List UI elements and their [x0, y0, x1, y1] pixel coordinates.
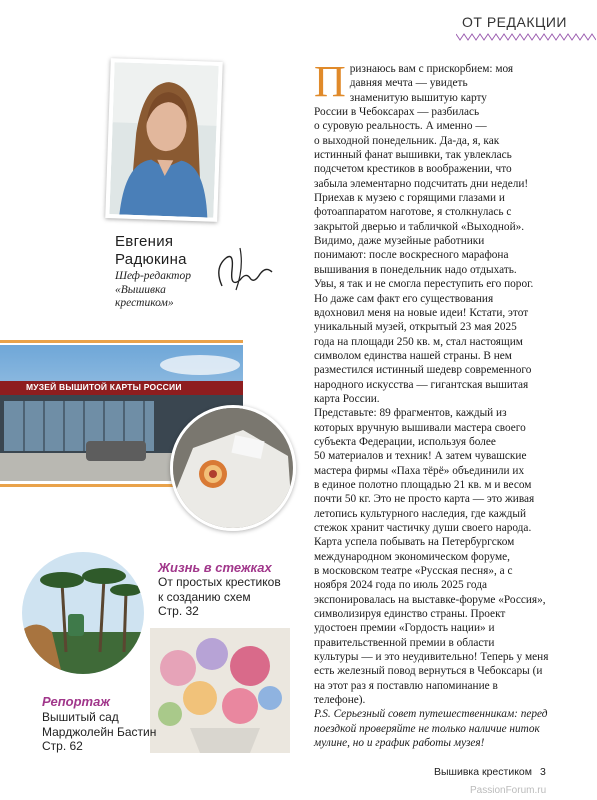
- page-number: 3: [539, 766, 546, 778]
- teaser-line: От простых крестиков: [158, 575, 281, 589]
- drop-cap: П: [314, 57, 346, 106]
- photo-band-top: [0, 340, 243, 343]
- photo-band-bottom: [0, 484, 175, 487]
- ps-line: мулине, но и график работы музея!: [314, 737, 485, 750]
- article-line: забыла элементарно подсчитать дни недели!: [314, 177, 529, 190]
- article-line: летопись культурного наследия, где каждый: [314, 507, 527, 520]
- article-line: вышивания в понедельник надо отдыхать.: [314, 263, 517, 276]
- article-line: Но даже сам факт его существования: [314, 292, 494, 305]
- editor-role: [115, 270, 191, 311]
- article-line: символом единства нашей страны. В нем: [314, 349, 512, 362]
- role-line-3: крестиком»: [115, 297, 174, 309]
- museum-sign: МУЗЕЙ ВЫШИТОЙ КАРТЫ РОССИИ: [26, 382, 182, 392]
- article-line: истинный фанат вышивки, так увлеклась: [314, 149, 512, 162]
- article-line: которых вручную вышивали мастера своего: [314, 421, 526, 434]
- teaser-title-report[interactable]: Репортаж: [42, 694, 110, 709]
- teaser-text-stitches: [158, 575, 281, 619]
- article-line: стежок хранит частичку души своего народа.: [314, 522, 532, 534]
- article-line: карта России.: [314, 392, 380, 405]
- article-line: Приехав к музею с горящими глазами и: [314, 192, 505, 205]
- article-line: давняя мечта — увидеть: [349, 77, 468, 90]
- article-line: есть железный повод вернуться в Чебоксары (и: [314, 665, 543, 678]
- article-body: [314, 57, 554, 707]
- article-line: вдохновил меня на новые идеи! Кстати, этот: [314, 306, 529, 319]
- teaser-page: Стр. 62: [42, 739, 83, 753]
- editor-first-name: Евгения: [115, 233, 174, 250]
- article-line: ноября 2024 года по июль 2025 года: [314, 579, 487, 592]
- article-line: года на площади 250 кв. м, стал настоящим: [314, 335, 523, 348]
- editor-name: [115, 233, 187, 269]
- role-line-2: «Вышивка: [115, 283, 166, 296]
- teaser-title-stitches[interactable]: Жизнь в стежках: [158, 560, 272, 575]
- section-title: ОТ РЕДАКЦИИ: [462, 14, 567, 30]
- role-line-1: Шеф-редактор: [115, 270, 191, 282]
- article-line: Увы, я так и не смогла переступить его порог.: [314, 278, 534, 291]
- page-footer: [434, 766, 546, 778]
- article-line: на этот раз я поставлю напоминание в: [314, 679, 498, 692]
- article-line: символизируя единство страны. Проект: [314, 608, 506, 621]
- article-line: международном экономическом форуме,: [314, 550, 510, 563]
- article-line: знаменитую вышитую карту: [349, 91, 487, 104]
- article-line: фотоаппаратом наготове, я столкнулась с: [314, 206, 512, 219]
- watermark: PassionForum.ru: [470, 785, 547, 796]
- teaser-line: Марджолейн Бастин: [42, 724, 157, 739]
- article-line: закрытой дверью и табличкой «Выходной».: [314, 220, 525, 233]
- editor-last-name: Радюкина: [115, 251, 187, 268]
- article-line: удостоен премии «Гордость нации» и: [314, 622, 495, 635]
- article-line: 50 материалов и техник! А затем чувашские: [314, 450, 527, 463]
- article-line: в единое полотно площадью 21 кв. м и весом: [314, 478, 532, 491]
- article-line: понимают: после воскресного марафона: [314, 249, 509, 262]
- article-line: экспонировалась на выставке-форуме «Россия»,: [314, 593, 546, 606]
- teaser-line: к созданию схем: [158, 589, 251, 604]
- ps-line: поездкой проверяйте не только наличие ниток: [314, 722, 540, 735]
- article-line: телефоне).: [314, 694, 366, 707]
- article-line: России в Чебоксарах — разбилась: [314, 106, 480, 119]
- article-line: Видимо, даже музейные работники: [314, 235, 485, 248]
- map-stone-photo: [170, 405, 296, 531]
- article-line: Карта успела побывать на Петербургском: [314, 536, 515, 549]
- article-line: культуры — и это неудивительно! Теперь у меня: [314, 651, 549, 664]
- article-line: в московском театре «Русская песня», а с: [314, 565, 513, 578]
- article-line: подсчетом крестиков в воображении, что: [314, 163, 512, 176]
- article-ps: [314, 707, 554, 750]
- article-line: мастера фирмы «Паха тёрё» объединили их: [314, 464, 525, 477]
- article-line: субъекта Федерации, используя более: [314, 435, 496, 448]
- ps-line: P.S. Серьезный совет путешественникам: перед: [314, 708, 548, 721]
- article-line: почти 50 кг. Это не просто карта — это живая: [314, 493, 535, 506]
- magazine-name: Вышивка крестиком: [434, 766, 532, 778]
- article-line: о суровую реальность. А именно —: [314, 120, 487, 133]
- embroidered-flowers-photo: [150, 628, 290, 753]
- article-line: о выходной понедельник. Да-да, я, как: [314, 134, 500, 147]
- article-line: Представьте: 89 фрагментов, каждый из: [314, 407, 507, 420]
- editorial-article: [314, 57, 554, 751]
- article-line: разместился истинный шедевр современного: [314, 364, 532, 377]
- teaser-text-report: [42, 710, 156, 754]
- teaser-page: Стр. 32: [158, 604, 199, 618]
- article-line: уникальный музей, открытый 23 мая 2025: [314, 321, 517, 334]
- editor-signature: [210, 238, 280, 298]
- teaser-line: Вышитый сад: [42, 710, 119, 724]
- article-line: ризнаюсь вам с прискорбием: моя: [349, 63, 514, 75]
- editor-photo: [105, 58, 223, 222]
- article-line: правительственной премии в области: [314, 636, 495, 649]
- article-line: народного искусства — гигантская вышитая: [314, 378, 529, 391]
- zigzag-divider: [456, 32, 596, 42]
- palm-garden-photo: [22, 552, 144, 674]
